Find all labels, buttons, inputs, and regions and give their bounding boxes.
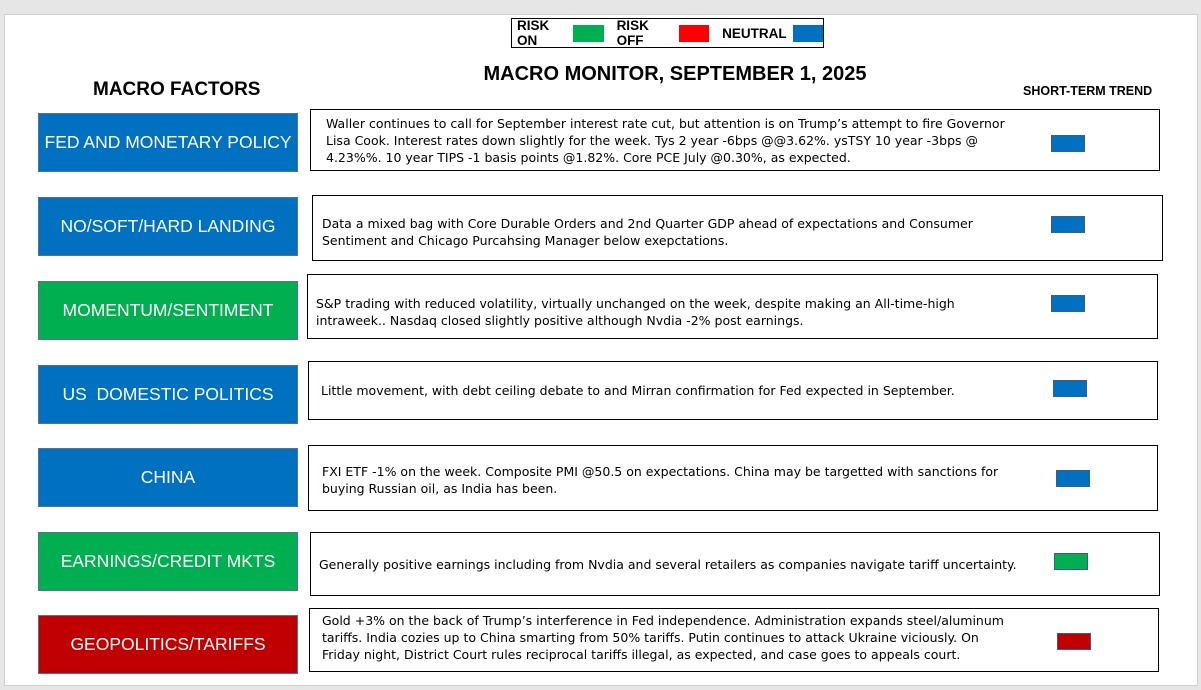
commentary-box-momentum: [307, 274, 1158, 339]
commentary-text: [322, 612, 1004, 663]
commentary-text: [326, 115, 1005, 166]
short-term-trend-heading: SHORT-TERM TREND: [1023, 84, 1153, 98]
trend-indicator-earnings: [1054, 553, 1088, 570]
commentary-line: Sentiment and Chicago Purcahsing Manager below exepctations.: [322, 233, 729, 248]
commentary-line: tariffs. India cozies up to China smarting from 50% tariffs. Putin continues to attack Ukraine viciously. On: [322, 630, 979, 645]
commentary-text: [319, 556, 1017, 573]
factor-momentum-sentiment: MOMENTUM/SENTIMENT: [38, 281, 298, 340]
trend-indicator-china: [1056, 470, 1090, 487]
trend-indicator-geopolitics: [1057, 633, 1091, 650]
factor-china: CHINA: [38, 448, 298, 507]
trend-indicator-landing: [1051, 216, 1085, 233]
commentary-box-geopolitics: [309, 608, 1159, 672]
commentary-line: Gold +3% on the back of Trump’s interference in Fed independence. Administration expands steel/aluminum: [322, 613, 1004, 628]
factor-us-domestic-politics: US DOMESTIC POLITICS: [38, 365, 298, 424]
factor-geopolitics-tariffs: GEOPOLITICS/TARIFFS: [38, 615, 298, 674]
legend-risk-on-label: RISK ON: [517, 18, 550, 48]
commentary-line: Friday night, District Court rules reciprocal tariffs illegal, as expected, and case goes to appeals court.: [322, 647, 961, 662]
trend-indicator-fed: [1051, 135, 1085, 152]
trend-indicator-momentum: [1051, 295, 1085, 312]
legend-neutral-swatch: [793, 25, 823, 42]
commentary-box-earnings: [310, 532, 1160, 596]
legend: [511, 18, 824, 48]
commentary-line: FXI ETF -1% on the week. Composite PMI @50.5 on expectations. China may be targetted with sanctions for: [322, 464, 999, 479]
commentary-text: [322, 463, 998, 497]
factor-earnings-credit: EARNINGS/CREDIT MKTS: [38, 532, 298, 591]
commentary-box-fed: [310, 109, 1160, 171]
slide: [4, 14, 1198, 686]
commentary-box-china: [308, 445, 1158, 511]
commentary-line: Generally positive earnings including from Nvdia and several retailers as companies navigate tariff uncertainty.: [319, 557, 1017, 572]
commentary-line: S&P trading with reduced volatility, virtually unchanged on the week, despite making an All-time-high: [316, 296, 955, 311]
legend-risk-on-swatch: [573, 25, 603, 42]
page-title: MACRO MONITOR, SEPTEMBER 1, 2025: [483, 63, 867, 85]
commentary-text: [321, 382, 955, 399]
commentary-box-landing: [312, 195, 1163, 261]
commentary-line: Data a mixed bag with Core Durable Orders and 2nd Quarter GDP ahead of expectations and Consumer: [322, 216, 973, 231]
legend-risk-off-label: RISK OFF: [616, 18, 649, 48]
factor-fed-monetary-policy: FED AND MONETARY POLICY: [38, 113, 298, 172]
commentary-text: [316, 295, 955, 329]
legend-risk-off-swatch: [679, 25, 709, 42]
commentary-line: buying Russian oil, as India has been.: [322, 481, 558, 496]
commentary-line: 4.23%%. 10 year TIPS -1 basis points @1.82%. Core PCE July @0.30%, as expected.: [326, 150, 851, 165]
commentary-line: Lisa Cook. Interest rates down slightly for the week. Tys 2 year -6bps @@3.62%. ysTSY 10 year -3bps @: [326, 133, 978, 148]
legend-neutral-label: NEUTRAL: [722, 25, 787, 41]
factor-landing: NO/SOFT/HARD LANDING: [38, 197, 298, 256]
macro-factors-heading: MACRO FACTORS: [93, 79, 261, 100]
commentary-line: Waller continues to call for September interest rate cut, but attention is on Trump’s attempt to fire Governor: [326, 116, 1005, 131]
commentary-line: intraweek.. Nasdaq closed slightly positive although Nvdia -2% post earnings.: [316, 313, 804, 328]
commentary-line: Little movement, with debt ceiling debate to and Mirran confirmation for Fed expected in September.: [321, 383, 955, 398]
commentary-box-politics: [308, 361, 1158, 420]
trend-indicator-politics: [1053, 380, 1087, 397]
commentary-text: [322, 215, 973, 249]
